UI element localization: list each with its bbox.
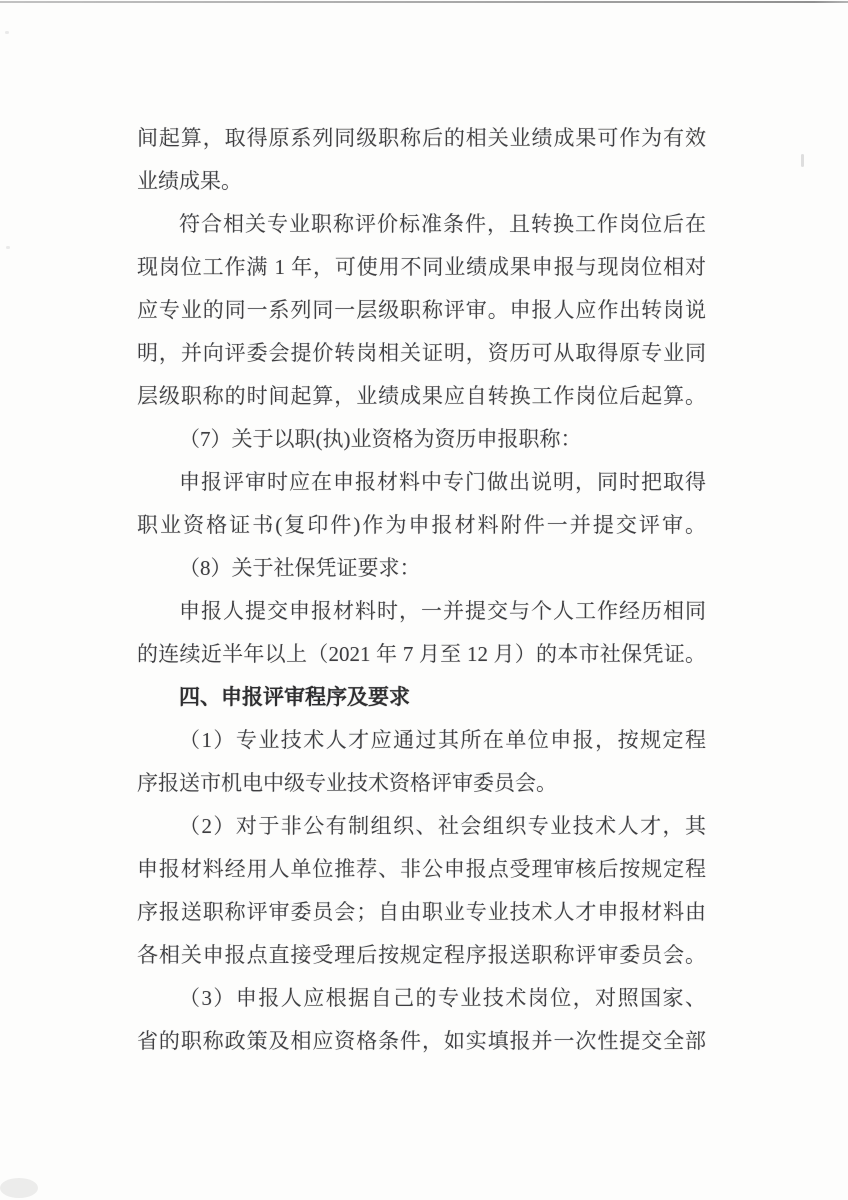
scan-artifact-smudge [0, 1178, 38, 1198]
text-line: 业绩成果。 [137, 169, 242, 193]
text-line: （7）关于以职(执)业资格为资历申报职称： [179, 427, 582, 451]
text-line: 间起算，取得原系列同级职称后的相关业绩成果可作为有效 [137, 126, 706, 150]
text-line: 序报送职称评审委员会；自由职业专业技术人才申报材料由 [137, 900, 706, 924]
text-line: 各相关申报点直接受理后按规定程序报送职称评审委员会。 [137, 943, 706, 967]
text-line: （1）专业技术人才应通过其所在单位申报，按规定程 [179, 728, 706, 752]
text-line: 应专业的同一系列同一层级职称评审。申报人应作出转岗说 [137, 298, 706, 322]
text-line: 申报材料经用人单位推荐、非公申报点受理审核后按规定程 [137, 857, 706, 881]
scan-artifact-speck [5, 31, 9, 34]
text-line: 申报人提交申报材料时，一并提交与个人工作经历相同 [179, 599, 706, 623]
text-line: 职业资格证书(复印件)作为申报材料附件一并提交评审。 [137, 513, 706, 537]
text-line: 现岗位工作满 1 年，可使用不同业绩成果申报与现岗位相对 [137, 255, 706, 279]
text-line: （3）申报人应根据自己的专业技术岗位，对照国家、 [179, 986, 706, 1010]
text-line: 的连续近半年以上（2021 年 7 月至 12 月）的本市社保凭证。 [137, 642, 706, 666]
text-line: 层级职称的时间起算，业绩成果应自转换工作岗位后起算。 [137, 384, 706, 408]
text-block [137, 117, 706, 1063]
scan-artifact-speck [6, 246, 10, 249]
text-line: （2）对于非公有制组织、社会组织专业技术人才，其 [179, 814, 706, 838]
text-line: 符合相关专业职称评价标准条件，且转换工作岗位后在 [179, 212, 706, 236]
text-line: 明，并向评委会提价转岗相关证明，资历可从取得原专业同 [137, 341, 706, 365]
scan-artifact-speck [801, 154, 804, 167]
section-heading: 四、申报评审程序及要求 [179, 685, 410, 709]
text-line: 序报送市机电中级专业技术资格评审委员会。 [137, 771, 557, 795]
text-line: 省的职称政策及相应资格条件，如实填报并一次性提交全部 [137, 1029, 706, 1053]
text-line: （8）关于社保凭证要求： [179, 556, 421, 580]
text-line: 申报评审时应在申报材料中专门做出说明，同时把取得 [179, 470, 706, 494]
scan-artifact-top-edge [0, 1, 848, 3]
